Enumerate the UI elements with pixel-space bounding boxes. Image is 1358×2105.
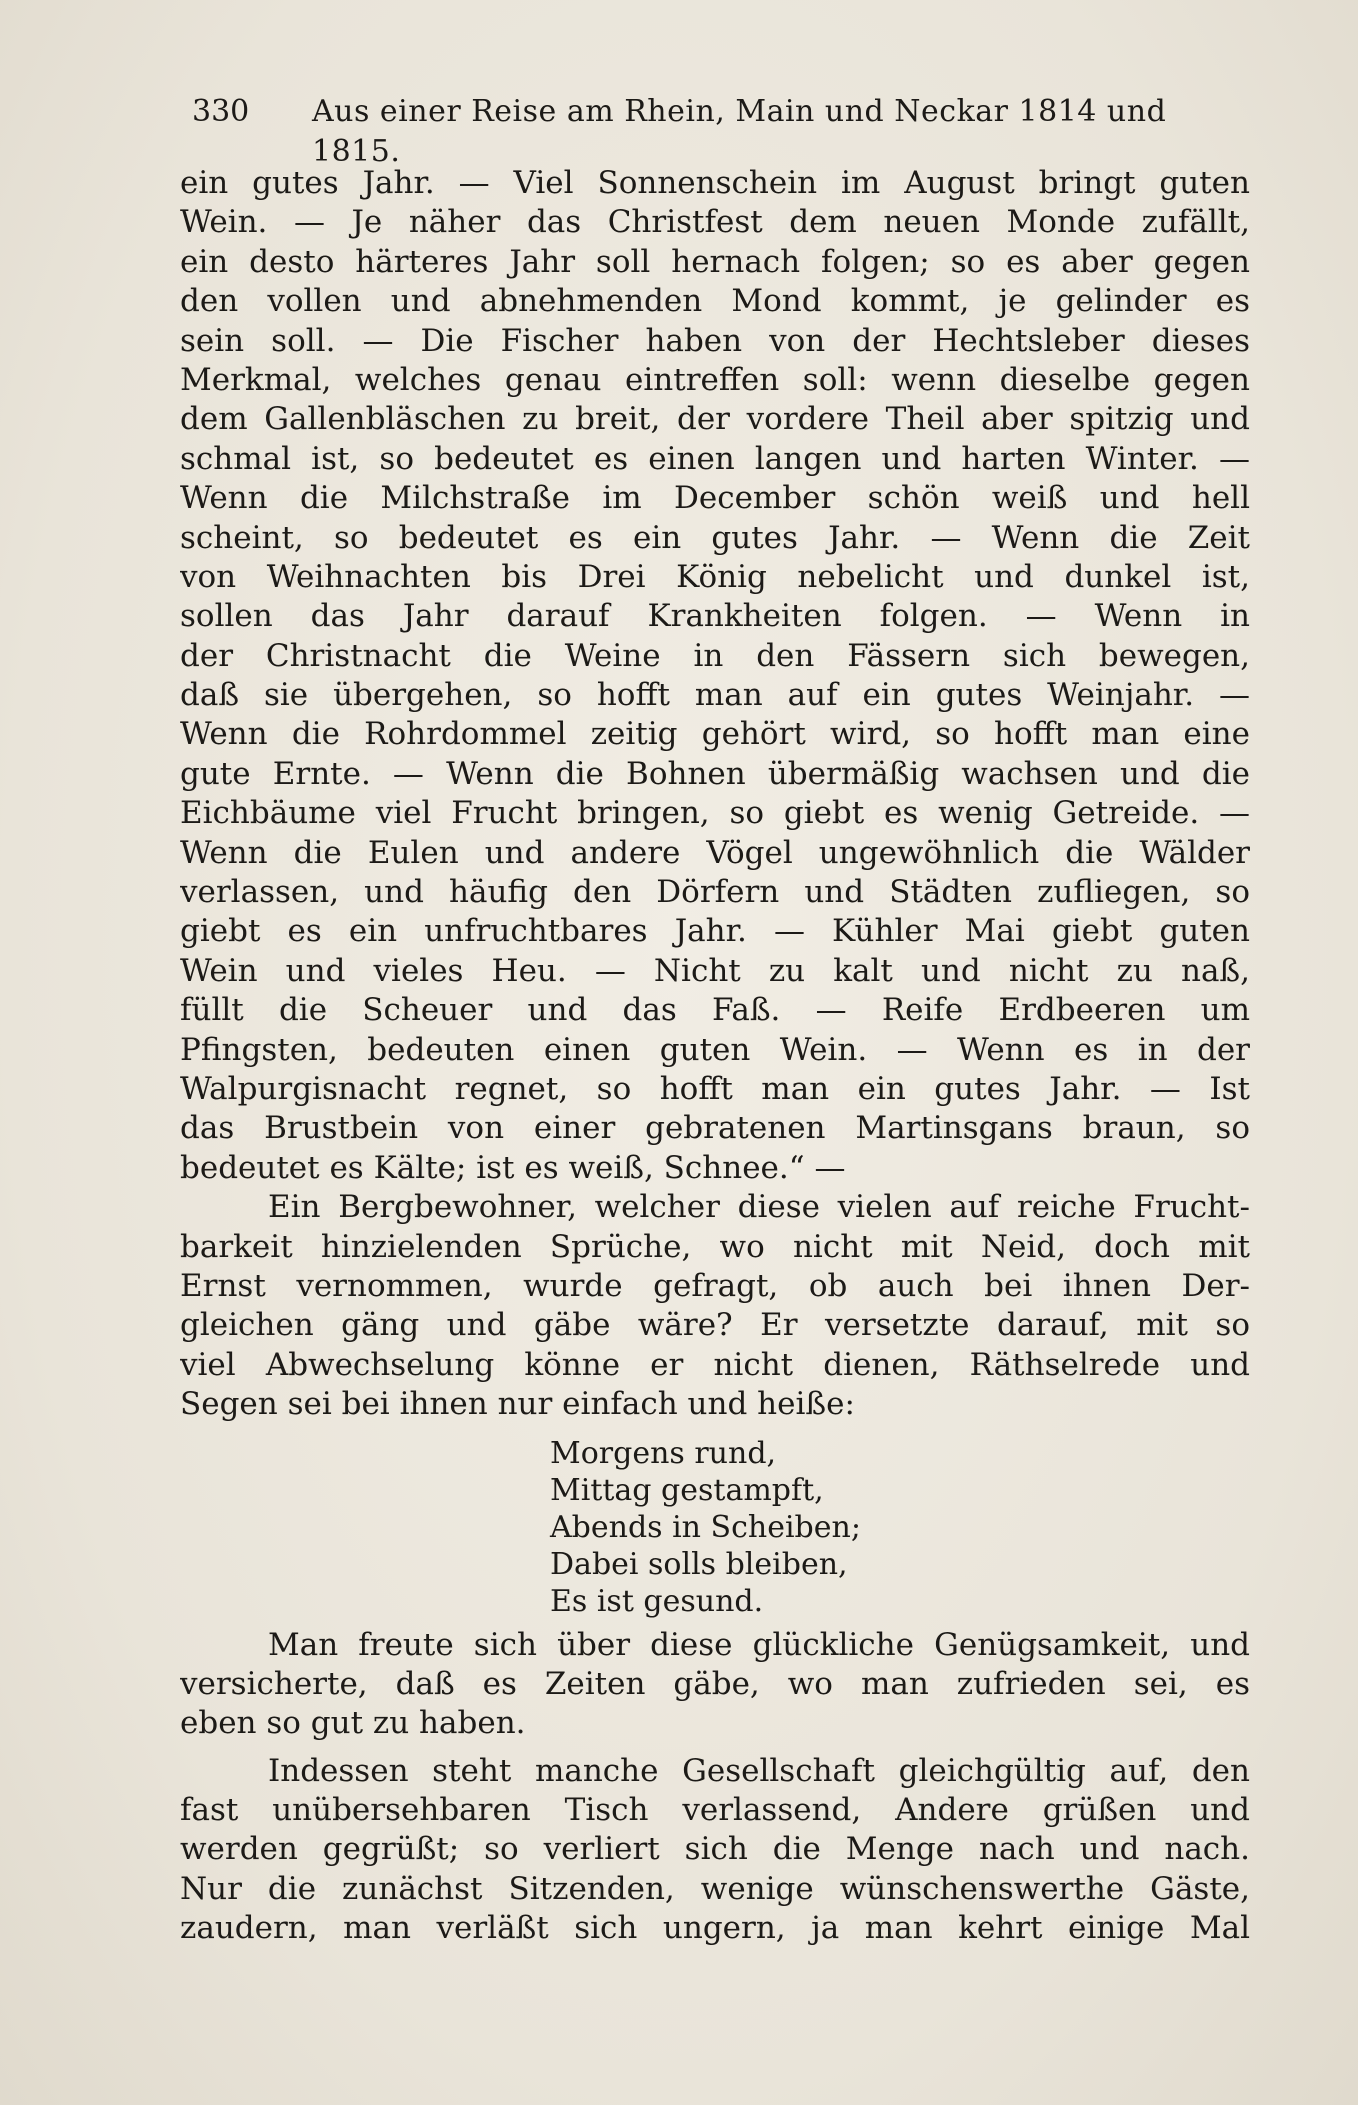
text-line: Ein Bergbewohner, welcher diese vielen auf reiche Frucht- <box>268 1189 1250 1226</box>
text-line: giebt es ein unfruchtbares Jahr. — Kühler Mai giebt guten <box>180 913 1250 950</box>
text-line: Wenn die Eulen und andere Vögel ungewöhnlich die Wälder <box>180 834 1250 871</box>
text-line: schmal ist, so bedeutet es einen langen und harten Winter. — <box>180 440 1250 477</box>
text-line: Wein und vieles Heu. — Nicht zu kalt und nicht zu naß, <box>180 952 1250 989</box>
verse-line: Dabei solls bleiben, <box>550 1546 848 1582</box>
text-line: versicherte, daß es Zeiten gäbe, wo man zufrieden sei, es <box>180 1665 1250 1702</box>
text-line: viel Abwechselung könne er nicht dienen, Räthselrede und <box>180 1346 1250 1383</box>
text-line: bedeutet es Kälte; ist es weiß, Schnee.“ — <box>180 1149 846 1186</box>
verse-line: Morgens rund, <box>550 1435 777 1471</box>
text-line: eben so gut zu haben. <box>180 1705 526 1742</box>
verse-line: Mittag gestampft, <box>550 1472 824 1508</box>
text-line: von Weihnachten bis Drei König nebelicht und dunkel ist, <box>180 558 1250 595</box>
text-line: gleichen gäng und gäbe wäre? Er versetzte darauf, mit so <box>180 1307 1250 1344</box>
text-line: barkeit hinzielenden Sprüche, wo nicht mit Neid, doch mit <box>180 1228 1250 1265</box>
text-line: gute Ernte. — Wenn die Bohnen übermäßig wachsen und die <box>180 755 1250 792</box>
running-title: Aus einer Reise am Rhein, Main und Neckar 1814 und 1815. <box>312 94 1167 169</box>
text-line: dem Gallenbläschen zu breit, der vordere Theil aber spitzig und <box>180 401 1250 438</box>
verse-line: Es ist gesund. <box>550 1583 764 1619</box>
text-line: ein gutes Jahr. — Viel Sonnenschein im August bringt guten <box>180 165 1250 201</box>
text-line: Eichbäume viel Frucht bringen, so giebt es wenig Getreide. — <box>180 795 1250 832</box>
text-line: sollen das Jahr darauf Krankheiten folgen. — Wenn in <box>180 598 1250 635</box>
text-line: der Christnacht die Weine in den Fässern sich bewegen, <box>180 637 1250 674</box>
text-line: Wenn die Rohrdommel zeitig gehört wird, so hofft man eine <box>180 716 1250 753</box>
text-line: daß sie übergehen, so hofft man auf ein gutes Weinjahr. — <box>180 677 1250 714</box>
paragraph-1 <box>180 164 1250 1188</box>
text-line: Man freute sich über diese glückliche Genügsamkeit, und <box>268 1626 1250 1663</box>
text-line: den vollen und abnehmenden Mond kommt, je gelinder es <box>180 283 1250 320</box>
page-number: 330 <box>192 94 250 129</box>
paragraph-4 <box>180 1752 1250 1949</box>
text-line: Segen sei bei ihnen nur einfach und heiße: <box>180 1386 855 1423</box>
body-text <box>180 164 1250 1949</box>
paragraph-3 <box>180 1626 1250 1744</box>
text-line: Ernst vernommen, wurde gefragt, ob auch bei ihnen Der- <box>180 1267 1250 1304</box>
paragraph-2 <box>180 1188 1250 1424</box>
text-line: das Brustbein von einer gebratenen Martinsgans braun, so <box>180 1110 1250 1147</box>
text-line: ein desto härteres Jahr soll hernach folgen; so es aber gegen <box>180 243 1250 280</box>
text-line: Indessen steht manche Gesellschaft gleichgültig auf, den <box>268 1752 1250 1789</box>
text-line: füllt die Scheuer und das Faß. — Reife Erdbeeren um <box>180 992 1250 1029</box>
text-line: zaudern, man verläßt sich ungern, ja man kehrt einige Mal <box>180 1910 1250 1947</box>
text-line: Wein. — Je näher das Christfest dem neuen Monde zufällt, <box>180 204 1250 241</box>
page-header <box>192 92 1252 169</box>
text-line: scheint, so bedeutet es ein gutes Jahr. — Wenn die Zeit <box>180 519 1250 556</box>
text-line: Merkmal, welches genau eintreffen soll: wenn dieselbe gegen <box>180 361 1250 398</box>
text-line: werden gegrüßt; so verliert sich die Menge nach und nach. <box>180 1831 1250 1868</box>
text-line: fast unübersehbaren Tisch verlassend, Andere grüßen und <box>180 1792 1250 1829</box>
text-line: Wenn die Milchstraße im December schön weiß und hell <box>180 480 1250 517</box>
text-line: verlassen, und häufig den Dörfern und Städten zufliegen, so <box>180 874 1250 911</box>
text-line: Nur die zunächst Sitzenden, wenige wünschenswerthe Gäste, <box>180 1870 1250 1907</box>
verse-block <box>180 1435 1250 1620</box>
text-line: Pfingsten, bedeuten einen guten Wein. — Wenn es in der <box>180 1031 1250 1068</box>
text-line: sein soll. — Die Fischer haben von der Hechtsleber dieses <box>180 322 1250 359</box>
verse-line: Abends in Scheiben; <box>550 1509 861 1545</box>
text-line: Walpurgisnacht regnet, so hofft man ein gutes Jahr. — Ist <box>180 1070 1250 1107</box>
